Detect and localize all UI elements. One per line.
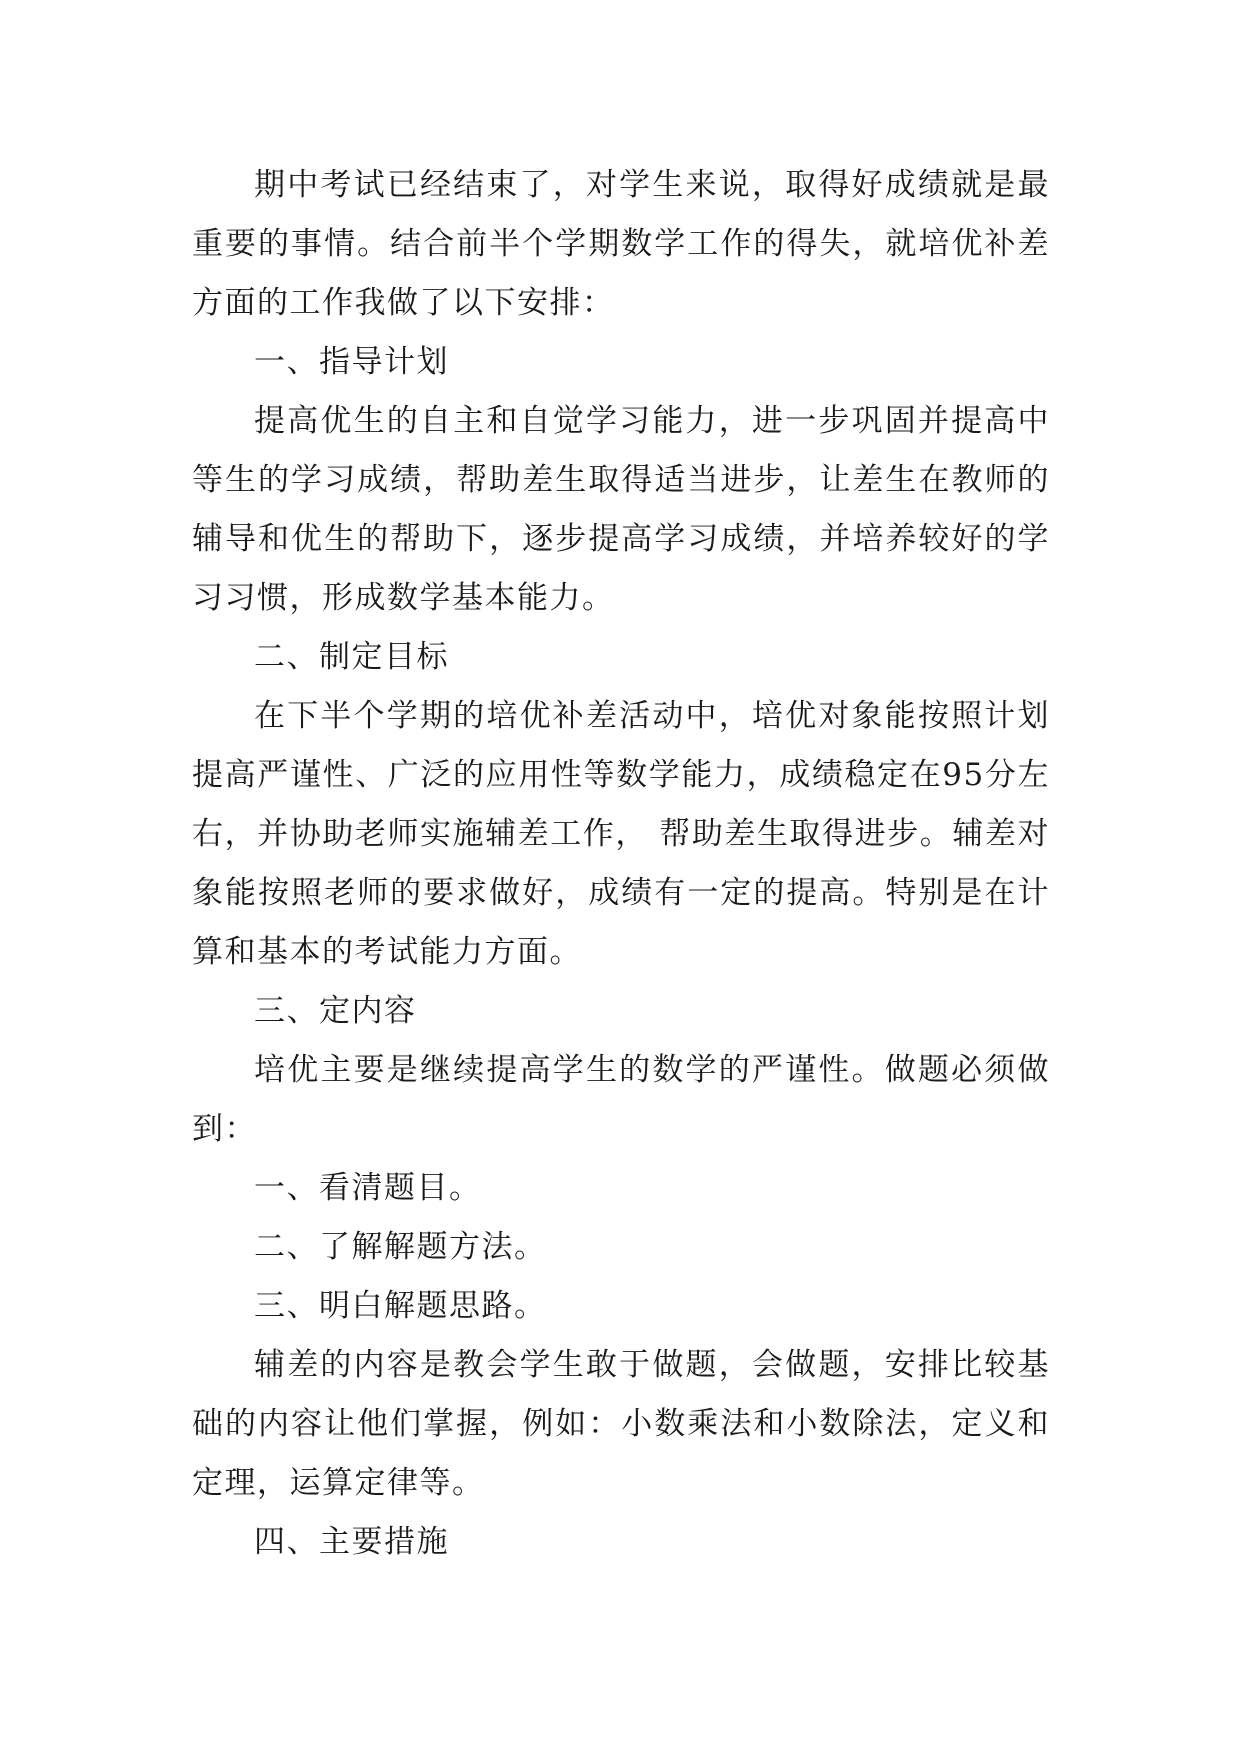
section-heading-guidance-plan: 一、指导计划 xyxy=(254,344,449,380)
section-heading-set-goals: 二、制定目标 xyxy=(254,639,449,675)
list-item-clear-approach: 三、明白解题思路。 xyxy=(254,1288,547,1324)
set-goals-paragraph: 在下半个学期的培优补差活动中，培优对象能按照计划提高严谨性、广泛的应用性等数学能力，成绩稳定在95分左右，并协助老师实施辅差工作， 帮助差生取得进步。辅差对象能按照老师的要求做好，成绩有一定的提高。特别是在计算和基本的考试能力方面。 xyxy=(192,698,1050,970)
section-heading-content: 三、定内容 xyxy=(254,993,417,1029)
section-heading-main-measures: 四、主要措施 xyxy=(254,1524,449,1560)
remedial-content-paragraph: 辅差的内容是教会学生敢于做题，会做题，安排比较基础的内容让他们掌握，例如：小数乘法和小数除法，定义和定理，运算定律等。 xyxy=(192,1347,1050,1501)
list-item-understand-method: 二、了解解题方法。 xyxy=(254,1229,547,1265)
document-body xyxy=(192,156,1050,1572)
guidance-plan-paragraph: 提高优生的自主和自觉学习能力，进一步巩固并提高中等生的学习成绩，帮助差生取得适当进步，让差生在教师的辅导和优生的帮助下，逐步提高学习成绩，并培养较好的学习习惯，形成数学基本能力。 xyxy=(192,403,1050,616)
intro-paragraph: 期中考试已经结束了，对学生来说，取得好成绩就是最重要的事情。结合前半个学期数学工作的得失，就培优补差方面的工作我做了以下安排： xyxy=(192,167,1050,321)
content-paragraph: 培优主要是继续提高学生的数学的严谨性。做题必须做到： xyxy=(192,1052,1050,1147)
list-item-read-question: 一、看清题目。 xyxy=(254,1170,482,1206)
